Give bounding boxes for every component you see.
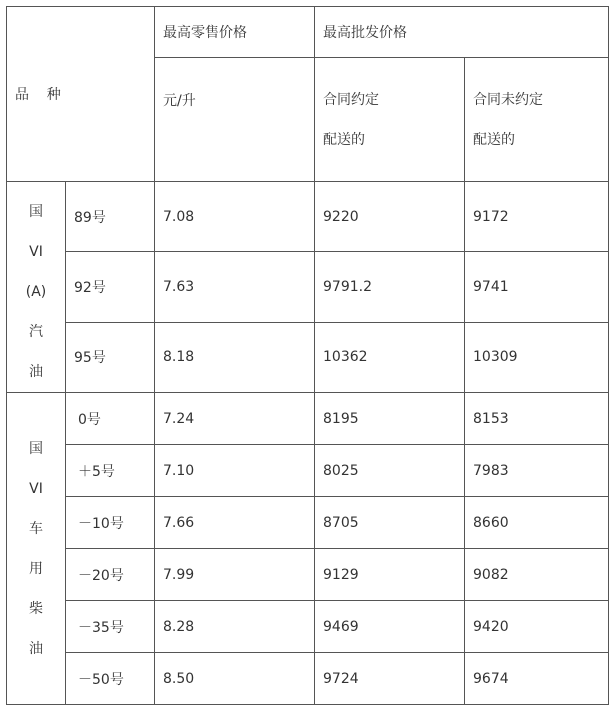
retail-heading: 最高零售价格: [163, 25, 247, 41]
contract-not-agreed-line-2: 配送的: [473, 131, 515, 148]
wholesale-agreed-cell: 10362: [315, 322, 465, 392]
wholesale-agreed-cell: 8195: [315, 393, 465, 445]
petrol-category-char: 汽: [29, 324, 43, 340]
contract-agreed-line-2: 配送的: [323, 131, 365, 148]
grade-cell: －35号: [66, 601, 155, 653]
table-row: [7, 549, 609, 601]
wholesale-agreed-cell: 9129: [315, 549, 465, 601]
wholesale-not-agreed-cell: 9674: [465, 653, 609, 705]
diesel-category-char: 用: [29, 560, 43, 577]
diesel-category-cell: [7, 393, 66, 705]
contract-not-agreed-header: [465, 58, 609, 182]
contract-agreed-header: [315, 58, 465, 182]
wholesale-agreed-cell: 8705: [315, 497, 465, 549]
grade-cell: 89号: [66, 182, 155, 252]
variety-header-label: 品 种: [15, 87, 61, 103]
grade-cell: 0号: [66, 393, 155, 445]
wholesale-agreed-cell: 9724: [315, 653, 465, 705]
wholesale-agreed-cell: 9220: [315, 182, 465, 252]
table-row: [7, 445, 609, 497]
variety-header-cell: [7, 7, 155, 182]
wholesale-agreed-cell: 9791.2: [315, 252, 465, 322]
petrol-category-char: 国: [29, 204, 43, 220]
wholesale-not-agreed-cell: 10309: [465, 322, 609, 392]
table-row: [7, 497, 609, 549]
wholesale-not-agreed-cell: 9172: [465, 182, 609, 252]
wholesale-agreed-cell: 9469: [315, 601, 465, 653]
diesel-category-char: 油: [29, 640, 43, 657]
retail-price-cell: 7.08: [155, 182, 315, 252]
wholesale-agreed-cell: 8025: [315, 445, 465, 497]
petrol-category-cell: [7, 182, 66, 393]
wholesale-heading-cell: [315, 7, 609, 58]
contract-agreed-line-1: 合同约定: [323, 91, 379, 108]
table-row: [7, 601, 609, 653]
wholesale-not-agreed-cell: 9082: [465, 549, 609, 601]
retail-price-cell: 8.18: [155, 322, 315, 392]
retail-heading-cell: [155, 7, 315, 58]
table-row: [7, 653, 609, 705]
diesel-category-char: 车: [29, 520, 43, 537]
header-row-1: [7, 7, 609, 58]
table-row: [7, 393, 609, 445]
retail-price-cell: 7.24: [155, 393, 315, 445]
table-row: [7, 322, 609, 392]
grade-cell: －10号: [66, 497, 155, 549]
petrol-category-char: (A): [25, 284, 47, 300]
petrol-category-char: VI: [29, 244, 43, 260]
retail-unit-cell: [155, 58, 315, 182]
retail-price-cell: 7.99: [155, 549, 315, 601]
wholesale-heading: 最高批发价格: [323, 25, 407, 41]
wholesale-not-agreed-cell: 7983: [465, 445, 609, 497]
grade-cell: ＋5号: [66, 445, 155, 497]
retail-price-cell: 8.50: [155, 653, 315, 705]
grade-cell: －50号: [66, 653, 155, 705]
diesel-category-char: 柴: [29, 600, 43, 617]
wholesale-not-agreed-cell: 9741: [465, 252, 609, 322]
grade-cell: 95号: [66, 322, 155, 392]
grade-cell: －20号: [66, 549, 155, 601]
table-row: [7, 182, 609, 252]
fuel-price-table: [6, 6, 609, 705]
wholesale-not-agreed-cell: 9420: [465, 601, 609, 653]
contract-not-agreed-line-1: 合同未约定: [473, 91, 543, 108]
retail-unit: 元/升: [163, 93, 196, 109]
wholesale-not-agreed-cell: 8153: [465, 393, 609, 445]
table-row: [7, 252, 609, 322]
retail-price-cell: 8.28: [155, 601, 315, 653]
grade-cell: 92号: [66, 252, 155, 322]
wholesale-not-agreed-cell: 8660: [465, 497, 609, 549]
diesel-category-char: VI: [29, 480, 43, 497]
retail-price-cell: 7.66: [155, 497, 315, 549]
diesel-category-char: 国: [29, 440, 43, 457]
retail-price-cell: 7.63: [155, 252, 315, 322]
retail-price-cell: 7.10: [155, 445, 315, 497]
petrol-category-char: 油: [29, 364, 43, 380]
